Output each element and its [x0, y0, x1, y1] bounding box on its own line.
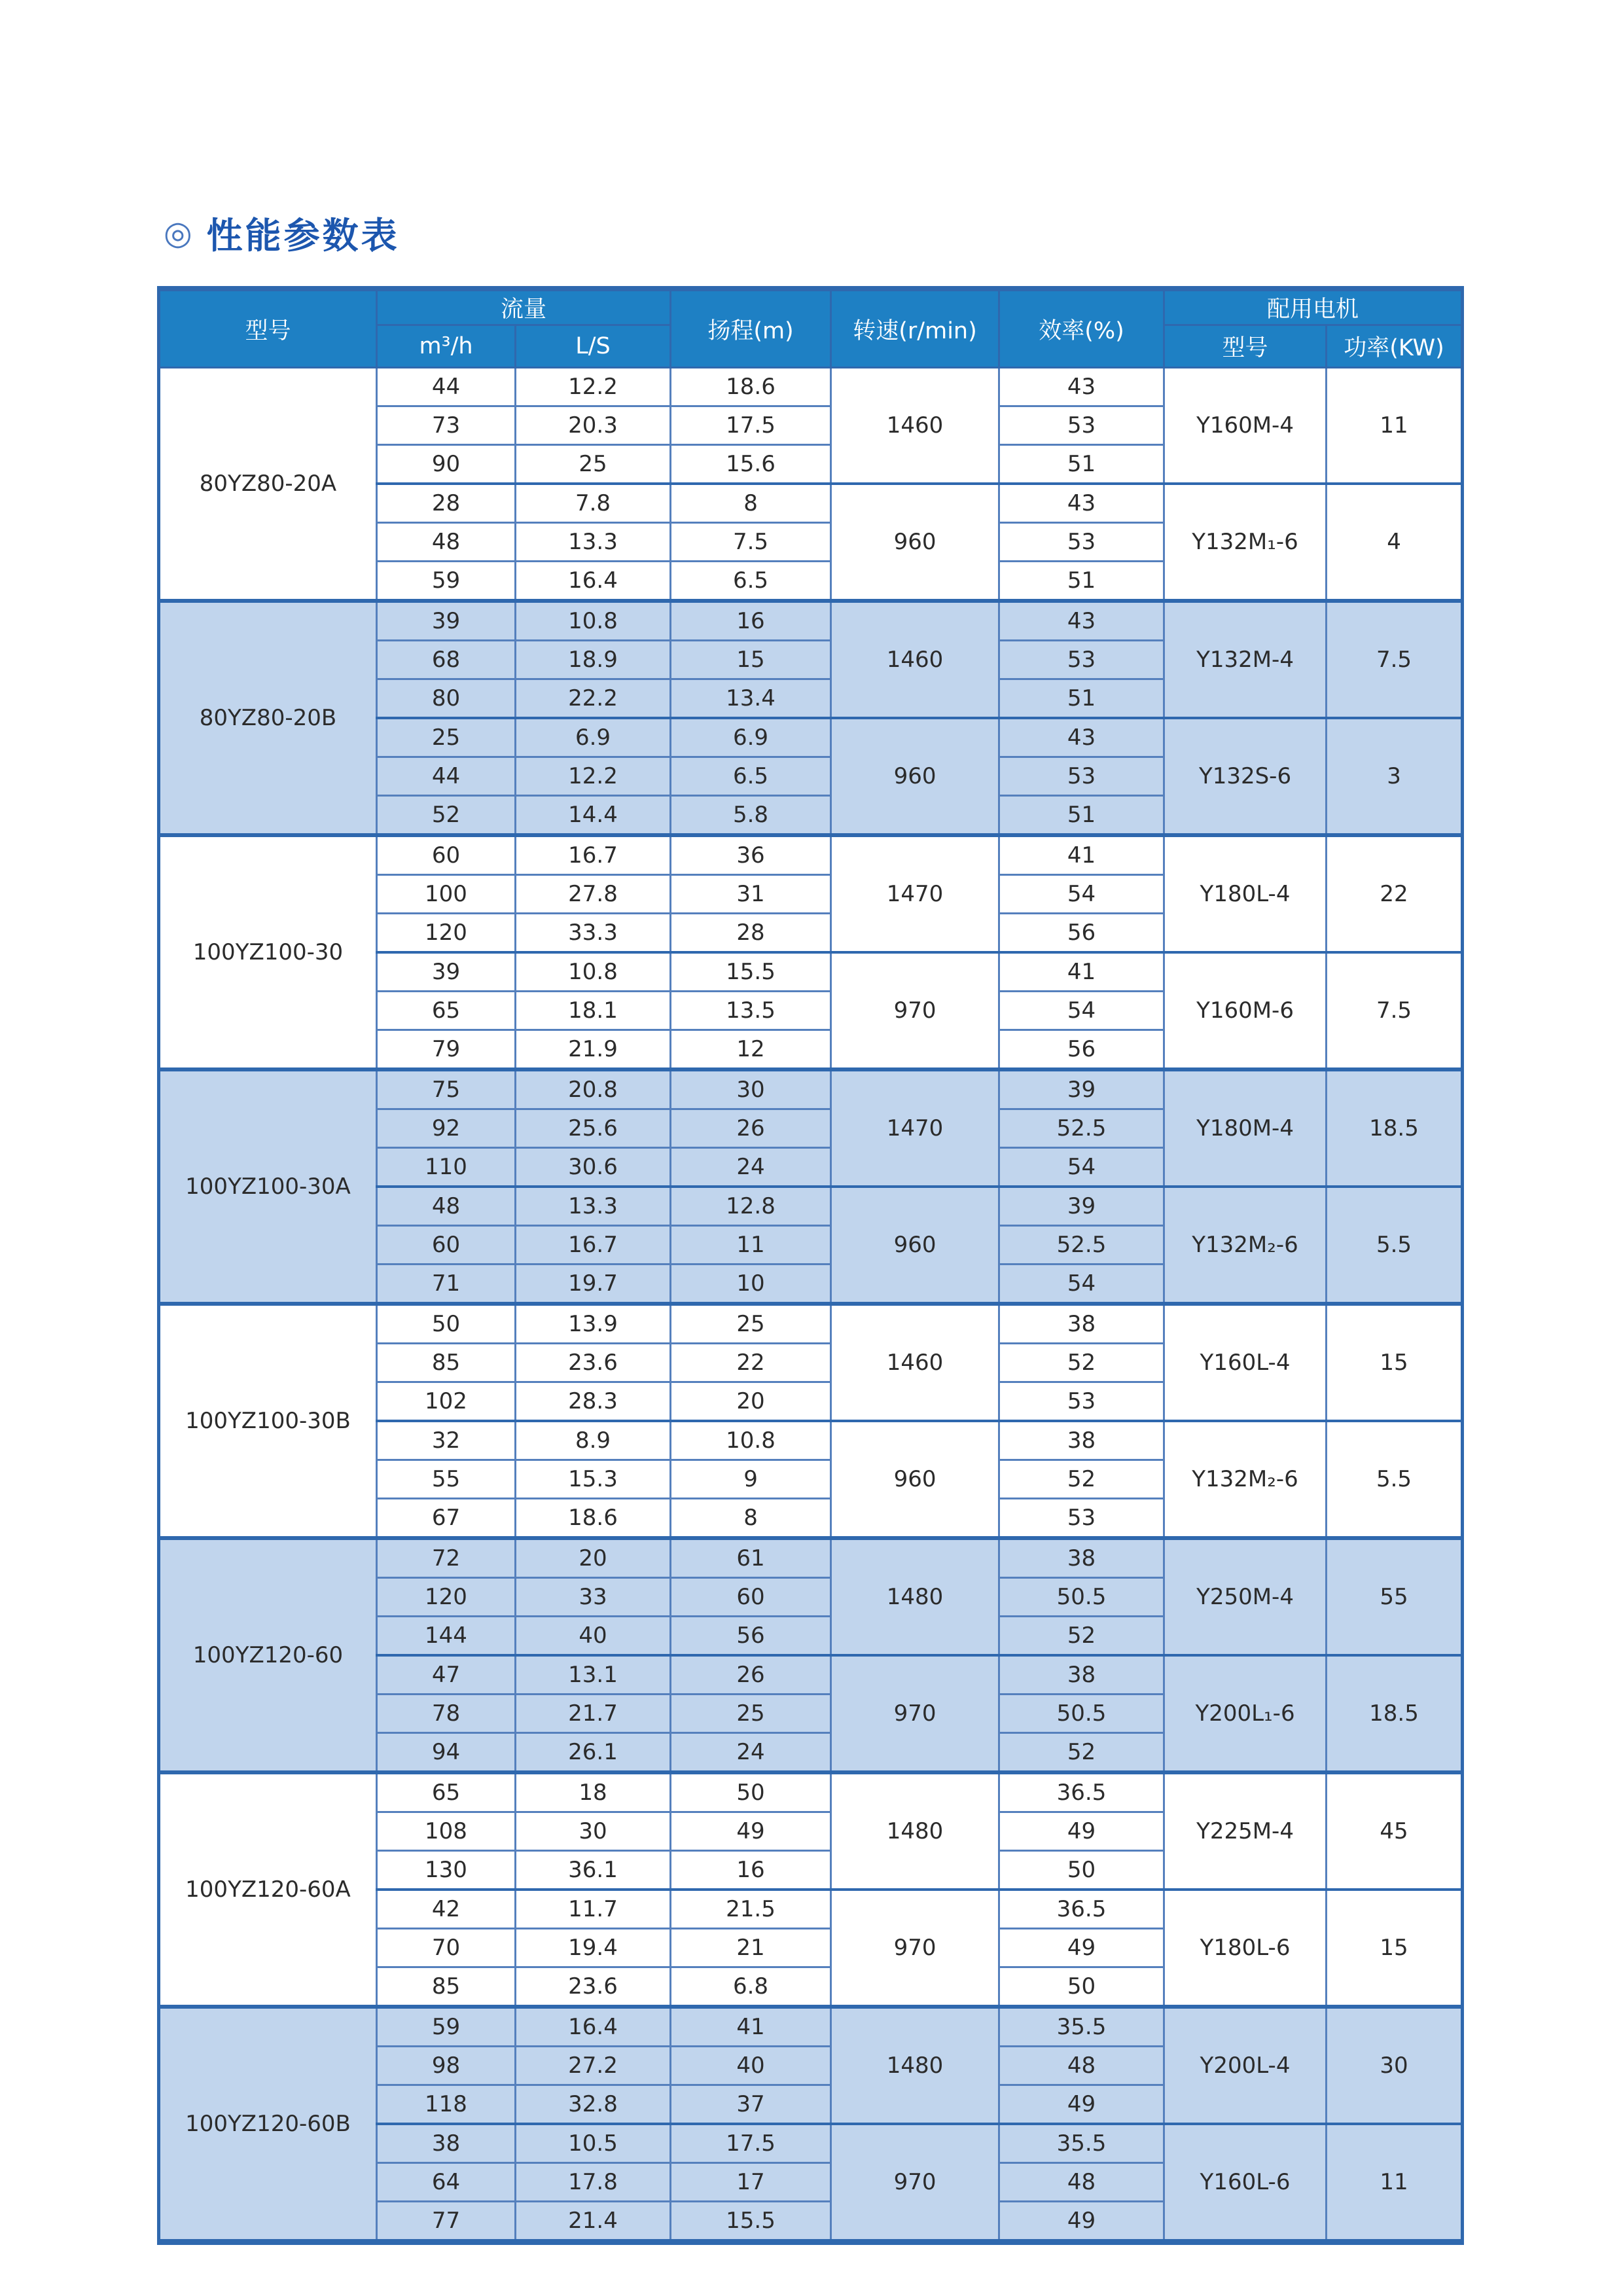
flow-m3h-cell: 108 [377, 1812, 516, 1851]
table-header [159, 289, 1463, 368]
flow-m3h-cell: 73 [377, 406, 516, 445]
flow-ls-cell: 25.6 [516, 1109, 671, 1148]
efficiency-cell: 50.5 [999, 1695, 1164, 1733]
flow-ls-cell: 13.3 [516, 1187, 671, 1226]
efficiency-cell: 43 [999, 484, 1164, 523]
flow-m3h-cell: 79 [377, 1030, 516, 1070]
motor-model-cell: Y225M-4 [1164, 1772, 1327, 1890]
flow-ls-cell: 7.8 [516, 484, 671, 523]
flow-ls-cell: 17.8 [516, 2163, 671, 2202]
flow-m3h-cell: 100 [377, 875, 516, 914]
table-row [159, 1538, 1463, 1578]
efficiency-cell: 52 [999, 1460, 1164, 1499]
flow-m3h-cell: 32 [377, 1421, 516, 1460]
efficiency-cell: 50 [999, 1851, 1164, 1890]
flow-ls-cell: 32.8 [516, 2085, 671, 2125]
head-cell: 6.9 [671, 718, 831, 757]
efficiency-cell: 38 [999, 1421, 1164, 1460]
flow-ls-cell: 12.2 [516, 368, 671, 406]
speed-cell: 1480 [831, 1538, 999, 1655]
header-model: 型号 [159, 289, 377, 368]
speed-cell: 960 [831, 484, 999, 601]
table-row [159, 1304, 1463, 1344]
flow-ls-cell: 20.3 [516, 406, 671, 445]
motor-model-cell: Y132M₂-6 [1164, 1421, 1327, 1538]
flow-m3h-cell: 38 [377, 2124, 516, 2163]
performance-parameter-table [157, 286, 1461, 2245]
speed-cell: 1480 [831, 1772, 999, 1890]
efficiency-cell: 39 [999, 1069, 1164, 1109]
head-cell: 21.5 [671, 1890, 831, 1929]
motor-power-cell: 15 [1327, 1304, 1463, 1421]
motor-model-cell: Y180L-4 [1164, 835, 1327, 952]
flow-ls-cell: 10.5 [516, 2124, 671, 2163]
flow-ls-cell: 16.4 [516, 562, 671, 601]
flow-m3h-cell: 39 [377, 601, 516, 641]
motor-power-cell: 45 [1327, 1772, 1463, 1890]
efficiency-cell: 53 [999, 1382, 1164, 1422]
flow-m3h-cell: 39 [377, 952, 516, 992]
efficiency-cell: 53 [999, 1499, 1164, 1539]
head-cell: 26 [671, 1655, 831, 1695]
motor-model-cell: Y132M₂-6 [1164, 1187, 1327, 1304]
head-cell: 24 [671, 1733, 831, 1773]
motor-power-cell: 30 [1327, 2007, 1463, 2124]
flow-ls-cell: 20.8 [516, 1069, 671, 1109]
head-cell: 6.5 [671, 757, 831, 796]
flow-ls-cell: 18.6 [516, 1499, 671, 1539]
efficiency-cell: 48 [999, 2047, 1164, 2085]
flow-ls-cell: 33.3 [516, 914, 671, 953]
flow-ls-cell: 22.2 [516, 679, 671, 719]
flow-ls-cell: 18.1 [516, 992, 671, 1030]
efficiency-cell: 54 [999, 875, 1164, 914]
motor-power-cell: 5.5 [1327, 1421, 1463, 1538]
efficiency-cell: 49 [999, 2085, 1164, 2125]
model-cell: 100YZ100-30 [159, 835, 377, 1069]
efficiency-cell: 53 [999, 523, 1164, 562]
header-head: 扬程(m) [671, 289, 831, 368]
page-title [164, 207, 400, 259]
head-cell: 15.5 [671, 952, 831, 992]
efficiency-cell: 49 [999, 2202, 1164, 2242]
head-cell: 16 [671, 601, 831, 641]
flow-m3h-cell: 94 [377, 1733, 516, 1773]
flow-m3h-cell: 70 [377, 1929, 516, 1967]
header-flow-group: 流量 [377, 289, 671, 325]
model-cell: 80YZ80-20B [159, 601, 377, 835]
head-cell: 26 [671, 1109, 831, 1148]
table-row [159, 1772, 1463, 1812]
flow-ls-cell: 10.8 [516, 952, 671, 992]
flow-m3h-cell: 90 [377, 445, 516, 484]
flow-ls-cell: 19.4 [516, 1929, 671, 1967]
efficiency-cell: 56 [999, 1030, 1164, 1070]
head-cell: 21 [671, 1929, 831, 1967]
head-cell: 61 [671, 1538, 831, 1578]
head-cell: 13.4 [671, 679, 831, 719]
head-cell: 13.5 [671, 992, 831, 1030]
head-cell: 24 [671, 1148, 831, 1187]
efficiency-cell: 54 [999, 1265, 1164, 1304]
head-cell: 22 [671, 1344, 831, 1382]
flow-ls-cell: 36.1 [516, 1851, 671, 1890]
flow-m3h-cell: 102 [377, 1382, 516, 1422]
efficiency-cell: 36.5 [999, 1890, 1164, 1929]
flow-m3h-cell: 78 [377, 1695, 516, 1733]
motor-power-cell: 55 [1327, 1538, 1463, 1655]
flow-ls-cell: 11.7 [516, 1890, 671, 1929]
efficiency-cell: 51 [999, 562, 1164, 601]
flow-ls-cell: 18 [516, 1772, 671, 1812]
efficiency-cell: 52.5 [999, 1109, 1164, 1148]
head-cell: 10.8 [671, 1421, 831, 1460]
head-cell: 18.6 [671, 368, 831, 406]
flow-m3h-cell: 25 [377, 718, 516, 757]
head-cell: 12.8 [671, 1187, 831, 1226]
efficiency-cell: 38 [999, 1304, 1164, 1344]
motor-model-cell: Y180M-4 [1164, 1069, 1327, 1187]
efficiency-cell: 49 [999, 1812, 1164, 1851]
motor-power-cell: 15 [1327, 1890, 1463, 2007]
table-row [159, 368, 1463, 406]
motor-power-cell: 18.5 [1327, 1069, 1463, 1187]
efficiency-cell: 41 [999, 952, 1164, 992]
header-motor-model: 型号 [1164, 325, 1327, 368]
head-cell: 6.8 [671, 1967, 831, 2007]
motor-model-cell: Y200L-4 [1164, 2007, 1327, 2124]
head-cell: 17 [671, 2163, 831, 2202]
table-row [159, 601, 1463, 641]
spec-table [157, 286, 1464, 2245]
model-cell: 100YZ120-60A [159, 1772, 377, 2007]
head-cell: 9 [671, 1460, 831, 1499]
head-cell: 15.6 [671, 445, 831, 484]
flow-m3h-cell: 67 [377, 1499, 516, 1539]
flow-m3h-cell: 144 [377, 1617, 516, 1656]
flow-ls-cell: 8.9 [516, 1421, 671, 1460]
flow-ls-cell: 21.7 [516, 1695, 671, 1733]
motor-power-cell: 3 [1327, 718, 1463, 835]
head-cell: 20 [671, 1382, 831, 1422]
flow-ls-cell: 23.6 [516, 1967, 671, 2007]
flow-m3h-cell: 64 [377, 2163, 516, 2202]
motor-model-cell: Y132M₁-6 [1164, 484, 1327, 601]
flow-m3h-cell: 120 [377, 1578, 516, 1617]
efficiency-cell: 35.5 [999, 2007, 1164, 2047]
efficiency-cell: 35.5 [999, 2124, 1164, 2163]
header-efficiency: 效率(%) [999, 289, 1164, 368]
efficiency-cell: 41 [999, 835, 1164, 875]
efficiency-cell: 54 [999, 992, 1164, 1030]
model-cell: 100YZ120-60B [159, 2007, 377, 2242]
head-cell: 56 [671, 1617, 831, 1656]
motor-power-cell: 4 [1327, 484, 1463, 601]
motor-model-cell: Y132S-6 [1164, 718, 1327, 835]
motor-power-cell: 18.5 [1327, 1655, 1463, 1772]
efficiency-cell: 50.5 [999, 1578, 1164, 1617]
speed-cell: 970 [831, 1890, 999, 2007]
model-cell: 100YZ120-60 [159, 1538, 377, 1772]
motor-model-cell: Y160L-4 [1164, 1304, 1327, 1421]
table-row [159, 2007, 1463, 2047]
efficiency-cell: 53 [999, 757, 1164, 796]
efficiency-cell: 38 [999, 1538, 1164, 1578]
flow-ls-cell: 13.9 [516, 1304, 671, 1344]
head-cell: 16 [671, 1851, 831, 1890]
head-cell: 15.5 [671, 2202, 831, 2242]
flow-m3h-cell: 118 [377, 2085, 516, 2125]
flow-ls-cell: 16.4 [516, 2007, 671, 2047]
flow-m3h-cell: 60 [377, 1226, 516, 1265]
flow-ls-cell: 33 [516, 1578, 671, 1617]
flow-m3h-cell: 48 [377, 1187, 516, 1226]
speed-cell: 970 [831, 952, 999, 1069]
speed-cell: 1460 [831, 1304, 999, 1421]
flow-m3h-cell: 47 [377, 1655, 516, 1695]
header-speed: 转速(r/min) [831, 289, 999, 368]
header-flow-m3h: m³/h [377, 325, 516, 368]
flow-m3h-cell: 65 [377, 992, 516, 1030]
flow-ls-cell: 30.6 [516, 1148, 671, 1187]
efficiency-cell: 56 [999, 914, 1164, 953]
table-row [159, 1069, 1463, 1109]
motor-model-cell: Y200L₁-6 [1164, 1655, 1327, 1772]
head-cell: 60 [671, 1578, 831, 1617]
flow-m3h-cell: 59 [377, 562, 516, 601]
model-cell: 80YZ80-20A [159, 368, 377, 601]
header-motor-group: 配用电机 [1164, 289, 1463, 325]
flow-ls-cell: 27.8 [516, 875, 671, 914]
flow-m3h-cell: 65 [377, 1772, 516, 1812]
flow-m3h-cell: 130 [377, 1851, 516, 1890]
speed-cell: 960 [831, 1187, 999, 1304]
flow-ls-cell: 13.1 [516, 1655, 671, 1695]
efficiency-cell: 54 [999, 1148, 1164, 1187]
flow-m3h-cell: 44 [377, 368, 516, 406]
header-flow-ls: L/S [516, 325, 671, 368]
flow-ls-cell: 40 [516, 1617, 671, 1656]
flow-ls-cell: 21.9 [516, 1030, 671, 1070]
flow-ls-cell: 14.4 [516, 796, 671, 836]
flow-ls-cell: 16.7 [516, 835, 671, 875]
flow-m3h-cell: 72 [377, 1538, 516, 1578]
flow-m3h-cell: 77 [377, 2202, 516, 2242]
head-cell: 8 [671, 484, 831, 523]
flow-m3h-cell: 59 [377, 2007, 516, 2047]
flow-m3h-cell: 80 [377, 679, 516, 719]
motor-model-cell: Y160M-6 [1164, 952, 1327, 1069]
flow-ls-cell: 28.3 [516, 1382, 671, 1422]
efficiency-cell: 50 [999, 1967, 1164, 2007]
efficiency-cell: 43 [999, 718, 1164, 757]
head-cell: 30 [671, 1069, 831, 1109]
flow-ls-cell: 21.4 [516, 2202, 671, 2242]
speed-cell: 1460 [831, 601, 999, 718]
motor-model-cell: Y132M-4 [1164, 601, 1327, 718]
flow-m3h-cell: 68 [377, 641, 516, 679]
speed-cell: 960 [831, 1421, 999, 1538]
speed-cell: 970 [831, 2124, 999, 2242]
efficiency-cell: 53 [999, 641, 1164, 679]
head-cell: 6.5 [671, 562, 831, 601]
head-cell: 5.8 [671, 796, 831, 836]
flow-ls-cell: 20 [516, 1538, 671, 1578]
table-row [159, 835, 1463, 875]
efficiency-cell: 36.5 [999, 1772, 1164, 1812]
head-cell: 15 [671, 641, 831, 679]
head-cell: 36 [671, 835, 831, 875]
flow-ls-cell: 16.7 [516, 1226, 671, 1265]
model-cell: 100YZ100-30A [159, 1069, 377, 1304]
flow-m3h-cell: 44 [377, 757, 516, 796]
efficiency-cell: 51 [999, 445, 1164, 484]
flow-ls-cell: 26.1 [516, 1733, 671, 1773]
head-cell: 10 [671, 1265, 831, 1304]
motor-model-cell: Y250M-4 [1164, 1538, 1327, 1655]
flow-ls-cell: 25 [516, 445, 671, 484]
flow-m3h-cell: 71 [377, 1265, 516, 1304]
flow-ls-cell: 18.9 [516, 641, 671, 679]
head-cell: 17.5 [671, 2124, 831, 2163]
flow-ls-cell: 10.8 [516, 601, 671, 641]
motor-power-cell: 5.5 [1327, 1187, 1463, 1304]
speed-cell: 1480 [831, 2007, 999, 2124]
flow-m3h-cell: 50 [377, 1304, 516, 1344]
flow-m3h-cell: 52 [377, 796, 516, 836]
motor-power-cell: 11 [1327, 368, 1463, 484]
head-cell: 11 [671, 1226, 831, 1265]
head-cell: 31 [671, 875, 831, 914]
efficiency-cell: 51 [999, 679, 1164, 719]
head-cell: 37 [671, 2085, 831, 2125]
flow-m3h-cell: 120 [377, 914, 516, 953]
speed-cell: 1460 [831, 368, 999, 484]
efficiency-cell: 53 [999, 406, 1164, 445]
head-cell: 25 [671, 1304, 831, 1344]
model-cell: 100YZ100-30B [159, 1304, 377, 1538]
head-cell: 17.5 [671, 406, 831, 445]
flow-m3h-cell: 60 [377, 835, 516, 875]
flow-ls-cell: 30 [516, 1812, 671, 1851]
head-cell: 50 [671, 1772, 831, 1812]
head-cell: 8 [671, 1499, 831, 1539]
title-bullet-icon: ◎ [164, 213, 192, 252]
flow-m3h-cell: 98 [377, 2047, 516, 2085]
head-cell: 40 [671, 2047, 831, 2085]
efficiency-cell: 52 [999, 1733, 1164, 1773]
flow-m3h-cell: 75 [377, 1069, 516, 1109]
efficiency-cell: 51 [999, 796, 1164, 836]
efficiency-cell: 49 [999, 1929, 1164, 1967]
head-cell: 41 [671, 2007, 831, 2047]
flow-ls-cell: 6.9 [516, 718, 671, 757]
flow-m3h-cell: 48 [377, 523, 516, 562]
motor-power-cell: 11 [1327, 2124, 1463, 2242]
head-cell: 28 [671, 914, 831, 953]
flow-ls-cell: 23.6 [516, 1344, 671, 1382]
flow-m3h-cell: 55 [377, 1460, 516, 1499]
header-motor-power: 功率(KW) [1327, 325, 1463, 368]
head-cell: 7.5 [671, 523, 831, 562]
flow-ls-cell: 19.7 [516, 1265, 671, 1304]
flow-ls-cell: 15.3 [516, 1460, 671, 1499]
motor-power-cell: 7.5 [1327, 952, 1463, 1069]
motor-power-cell: 7.5 [1327, 601, 1463, 718]
table-body [159, 368, 1463, 2242]
head-cell: 49 [671, 1812, 831, 1851]
speed-cell: 960 [831, 718, 999, 835]
motor-model-cell: Y160L-6 [1164, 2124, 1327, 2242]
flow-m3h-cell: 28 [377, 484, 516, 523]
motor-model-cell: Y180L-6 [1164, 1890, 1327, 2007]
speed-cell: 1470 [831, 835, 999, 952]
motor-power-cell: 22 [1327, 835, 1463, 952]
page-title-text: 性能参数表 [206, 215, 400, 257]
motor-model-cell: Y160M-4 [1164, 368, 1327, 484]
efficiency-cell: 52.5 [999, 1226, 1164, 1265]
flow-m3h-cell: 92 [377, 1109, 516, 1148]
efficiency-cell: 43 [999, 601, 1164, 641]
flow-m3h-cell: 110 [377, 1148, 516, 1187]
speed-cell: 1470 [831, 1069, 999, 1187]
efficiency-cell: 38 [999, 1655, 1164, 1695]
flow-m3h-cell: 85 [377, 1344, 516, 1382]
flow-ls-cell: 27.2 [516, 2047, 671, 2085]
efficiency-cell: 43 [999, 368, 1164, 406]
efficiency-cell: 52 [999, 1344, 1164, 1382]
efficiency-cell: 39 [999, 1187, 1164, 1226]
speed-cell: 970 [831, 1655, 999, 1772]
head-cell: 12 [671, 1030, 831, 1070]
flow-m3h-cell: 85 [377, 1967, 516, 2007]
flow-ls-cell: 13.3 [516, 523, 671, 562]
flow-m3h-cell: 42 [377, 1890, 516, 1929]
efficiency-cell: 52 [999, 1617, 1164, 1656]
head-cell: 25 [671, 1695, 831, 1733]
efficiency-cell: 48 [999, 2163, 1164, 2202]
flow-ls-cell: 12.2 [516, 757, 671, 796]
